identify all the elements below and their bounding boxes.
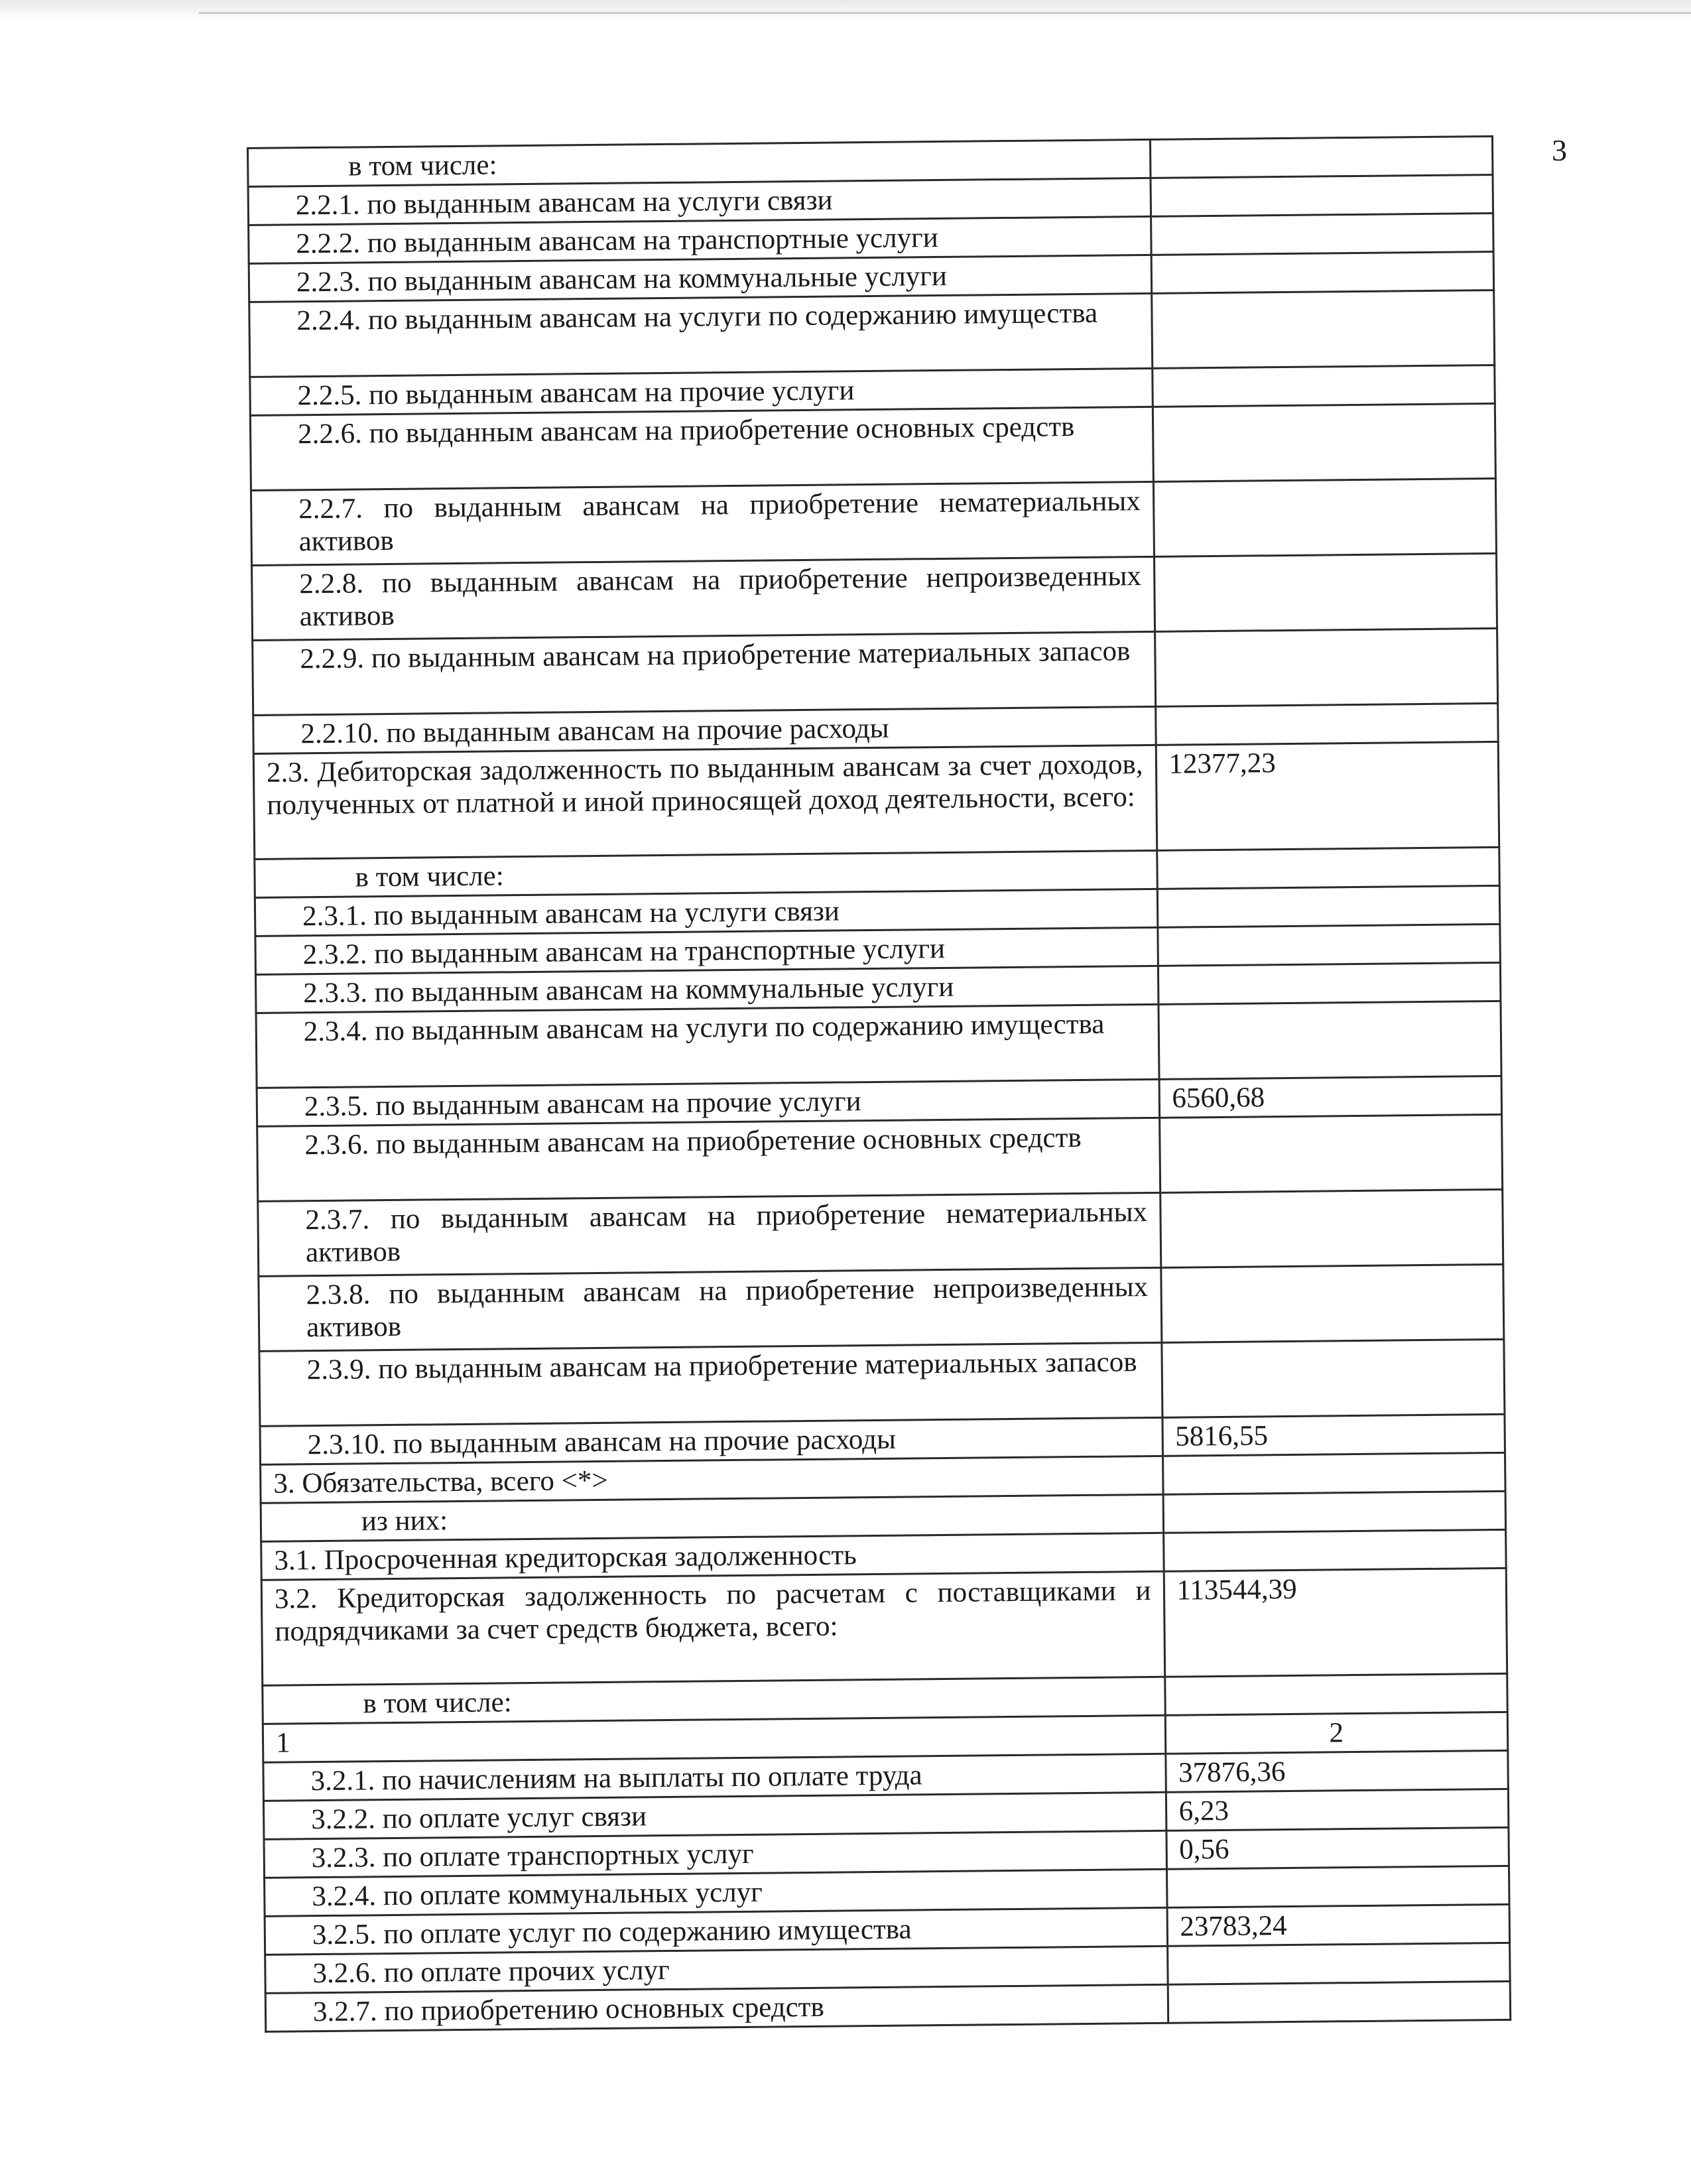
- row-value: [1155, 628, 1497, 706]
- row-value: [1159, 1001, 1501, 1079]
- row-value: [1153, 478, 1496, 556]
- row-label: 3.2.2. по оплате услуг связи: [263, 1792, 1166, 1839]
- row-value: 6560,68: [1159, 1076, 1502, 1118]
- row-value: [1153, 403, 1495, 482]
- row-value: [1161, 1339, 1504, 1417]
- table-body: [248, 136, 1511, 2031]
- table-row: [256, 1001, 1501, 1088]
- row-value: [1163, 1529, 1506, 1571]
- row-label: 3.2.5. по оплате услуг по содержанию имущества: [265, 1907, 1167, 1955]
- row-label: 3.2.3. по оплате транспортных услуг: [264, 1831, 1166, 1878]
- row-value: [1162, 1452, 1505, 1494]
- financial-report-table: [247, 135, 1511, 2033]
- table-row: [252, 553, 1497, 640]
- row-label: 2.3. Дебиторская задолженность по выданным авансам за счет доходов, полученных от платной и иной приносящей доход деятельности, всего:: [253, 745, 1157, 859]
- row-label: 2.3.6. по выданным авансам на приобретение основных средств: [257, 1118, 1160, 1201]
- row-label: 3.2.1. по начислениям на выплаты по оплате труда: [263, 1754, 1166, 1801]
- row-value: 6,23: [1166, 1789, 1509, 1831]
- row-value: [1159, 1114, 1502, 1192]
- row-label: 2.2.8. по выданным авансам на приобретение непроизведенных активов: [252, 556, 1155, 640]
- table-row: [250, 403, 1495, 490]
- row-label: 3.2. Кредиторская задолженность по расчетам с поставщиками и подрядчиками за счет средств бюджета, всего:: [261, 1571, 1164, 1685]
- row-label: 2.2.2. по выданным авансам на транспортные услуги: [249, 216, 1151, 263]
- row-label: 2.3.5. по выданным авансам на прочие услуги: [257, 1079, 1159, 1126]
- row-label: 2.3.2. по выданным авансам на транспортные услуги: [255, 927, 1158, 974]
- row-value: [1157, 924, 1500, 966]
- column-number-1: 1: [263, 1715, 1165, 1762]
- row-value: 113544,39: [1164, 1568, 1507, 1677]
- row-label: 2.2.1. по выданным авансам на услуги связи: [248, 178, 1151, 225]
- table-row: [261, 1568, 1507, 1685]
- row-label: в том числе:: [248, 139, 1151, 186]
- row-value: [1151, 251, 1494, 293]
- row-value: [1166, 1866, 1509, 1907]
- row-label: 2.3.1. по выданным авансам на услуги связи: [255, 889, 1157, 936]
- row-label: 3.2.4. по оплате коммунальных услуг: [265, 1869, 1167, 1916]
- table-row: [249, 290, 1495, 377]
- scan-fold-line: [199, 12, 1691, 14]
- row-value: [1157, 847, 1499, 889]
- table-row: [257, 1114, 1503, 1201]
- row-label: 2.2.7. по выданным авансам на приобретение нематериальных активов: [251, 482, 1154, 565]
- row-value: [1160, 1189, 1503, 1267]
- row-value: 37876,36: [1165, 1750, 1508, 1792]
- page-number: 3: [1552, 133, 1567, 167]
- row-label: в том числе:: [263, 1677, 1165, 1724]
- row-value: 23783,24: [1167, 1904, 1510, 1946]
- row-value: 5816,55: [1162, 1414, 1505, 1456]
- row-value: [1164, 1673, 1507, 1715]
- row-label: 2.3.7. по выданным авансам на приобретение нематериальных активов: [258, 1192, 1161, 1276]
- row-value: [1154, 553, 1497, 631]
- row-label: 3.2.7. по приобретению основных средств: [265, 1984, 1168, 2031]
- row-value: [1157, 885, 1500, 927]
- row-label: 3.1. Просроченная кредиторская задолженность: [261, 1533, 1164, 1580]
- row-value: [1163, 1491, 1506, 1533]
- row-label: 2.2.4. по выданным авансам на услуги по содержанию имущества: [249, 293, 1153, 377]
- row-value: [1151, 213, 1493, 255]
- row-label: 2.2.6. по выданным авансам на приобретение основных средств: [250, 407, 1153, 490]
- row-label: в том числе:: [255, 850, 1157, 897]
- table-row: [251, 478, 1496, 565]
- row-value: [1168, 1981, 1511, 2023]
- row-value: [1150, 136, 1493, 178]
- table-row: [253, 741, 1499, 859]
- row-value: [1158, 962, 1501, 1004]
- row-label: 2.3.8. по выданным авансам на приобретение непроизведенных активов: [259, 1267, 1162, 1351]
- row-label: 2.2.3. по выданным авансам на коммунальные услуги: [249, 255, 1151, 302]
- row-value: [1167, 1943, 1510, 1984]
- table-row: [259, 1339, 1505, 1426]
- table-row: [258, 1189, 1503, 1276]
- row-label: 3.2.6. по оплате прочих услуг: [265, 1946, 1168, 1993]
- row-value: 0,56: [1166, 1827, 1509, 1869]
- row-label: 2.3.10. по выданным авансам на прочие расходы: [260, 1417, 1162, 1464]
- row-label: 2.2.5. по выданным авансам на прочие услуги: [250, 368, 1153, 415]
- row-value: [1155, 703, 1498, 745]
- row-label: 2.3.9. по выданным авансам на приобретение материальных запасов: [259, 1342, 1162, 1426]
- row-value: [1152, 365, 1495, 407]
- row-label: 2.2.9. по выданным авансам на приобретение материальных запасов: [253, 631, 1156, 715]
- table-row: [259, 1264, 1504, 1351]
- row-value: [1151, 174, 1493, 216]
- row-value: [1160, 1264, 1503, 1342]
- table-row: [253, 628, 1498, 715]
- row-value: [1151, 290, 1494, 368]
- row-label: 2.3.3. по выданным авансам на коммунальные услуги: [255, 966, 1158, 1013]
- row-label: 3. Обязательства, всего <*>: [261, 1456, 1163, 1503]
- scan-top-shadow: [0, 0, 1691, 20]
- row-label: из них:: [261, 1494, 1163, 1541]
- row-label: 2.2.10. по выданным авансам на прочие расходы: [253, 706, 1156, 753]
- column-number-2: 2: [1165, 1712, 1508, 1754]
- row-value: 12377,23: [1156, 741, 1499, 850]
- row-label: 2.3.4. по выданным авансам на услуги по содержанию имущества: [256, 1004, 1159, 1088]
